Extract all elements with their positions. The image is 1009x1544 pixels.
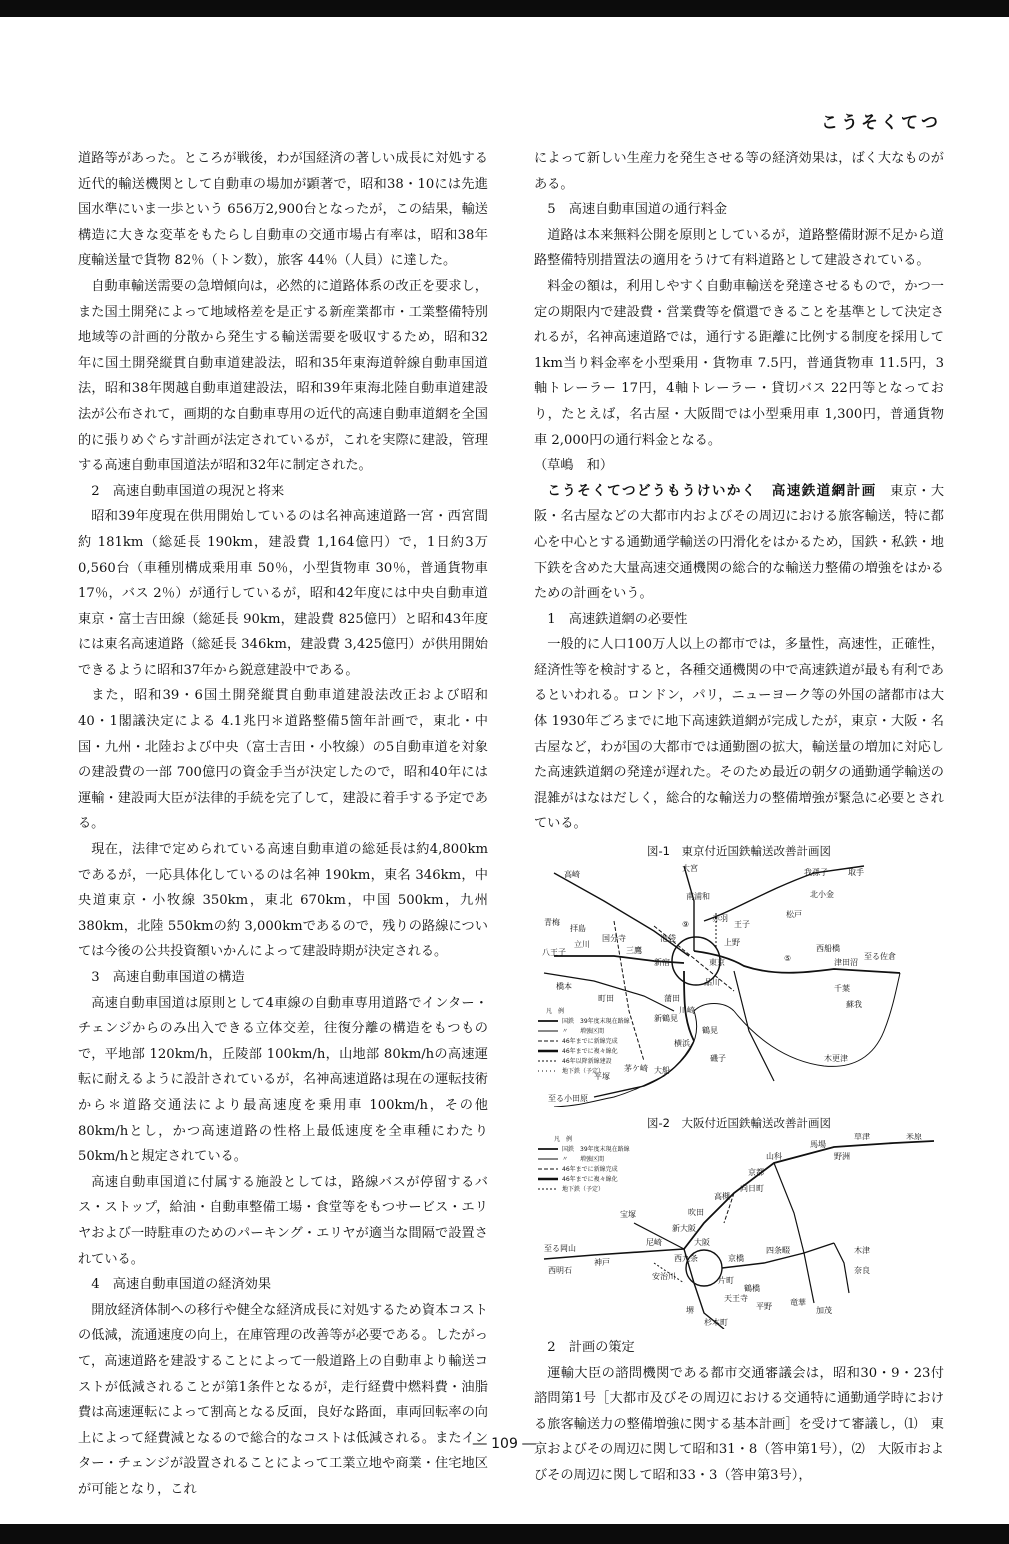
station-label: 立川 [574,940,590,950]
station-label: 新宿 [654,958,670,968]
station-label: 上野 [724,938,740,948]
section-heading: 5 高速自動車国道の通行料金 [547,202,728,218]
station-label: 至る岡山 [544,1244,576,1254]
paragraph: 現在，法律で定められている高速自動車道の総延長は約4,800kmであるが，一応具体化しているのは名神 190km，東名 346km，中央道東京・小牧線 350km，東北 670km，中国 500km，九州 380km，北陸 550kmの約 3,000kmであるので，残りの路線については今後の公共投資額いかんによって建設時期が決定される。 [78,842,488,960]
station-label: 大阪 [694,1238,710,1248]
paragraph: また，昭和39・6国土開発縦貫自動車道建設法改正および昭和40・1閣議決定による 4.1兆円＊道路整備5箇年計画で，東北・中国・九州・北陸および中央（富士吉田・小牧線）の5自動車道を対象の建設費の一部 700億円の資金手当が決定したので，昭和40年には運輸・建設両大臣が法律的手続を完了して，建設に着手する予定である。 [78,688,488,832]
station-label: 片町 [718,1276,734,1286]
legend-item: 〃 増強区間 [562,1156,605,1164]
station-label: 山科 [766,1152,782,1162]
paragraph: 高速自動車国道に付属する施設としては，路線バスが停留するバス・ストップ，給油・自動車整備工場・食堂等をもつサービス・エリヤおよび一時駐車のためのパーキング・エリヤが適当な間隔で設置されている。 [78,1174,488,1267]
station-label: 平野 [756,1302,772,1312]
station-label: 蒲田 [664,994,680,1004]
left-column [78,146,488,1502]
legend-item: 46年までに複々線化 [562,1048,618,1056]
station-label: 高崎 [564,870,580,880]
station-label: 横浜 [674,1039,690,1049]
station-label: 町田 [598,994,614,1004]
legend-item: 46年以降新線建設 [562,1058,612,1066]
station-label: 西明石 [548,1266,572,1276]
station-label: 安治川 [652,1272,676,1282]
legend-title: 凡 例 [546,1008,565,1016]
station-label: 西船橋 [816,944,840,954]
legend-item: 46年までに新線完成 [562,1038,618,1046]
station-label: 野洲 [834,1152,850,1162]
scan-border-bottom [0,1524,1009,1544]
station-label: 平塚 [594,1072,610,1082]
section-heading: 3 高速自動車国道の構造 [91,970,245,985]
running-head: こうそくてつ [821,113,941,133]
station-label: 茅ケ崎 [624,1064,648,1074]
station-label: 東京 [709,958,725,968]
station-label: 新大阪 [672,1224,696,1234]
station-label: 三鷹 [626,946,642,956]
tokyo-rail-map [534,861,944,1107]
legend-item: 〃 増強区間 [562,1028,605,1036]
station-label: 向日町 [740,1184,764,1194]
station-label: 拝島 [570,924,586,934]
station-label: 鶴見 [702,1026,718,1036]
station-label: 木更津 [824,1054,848,1064]
dictionary-entry [534,479,944,607]
legend-item: 地下鉄（予定） [562,1186,605,1194]
station-label: 鶴橋 [744,1284,760,1294]
station-label: 取手 [848,868,864,878]
figure-1-caption: 図-1 東京付近国鉄輸送改善計画図 [647,844,831,859]
legend-item: 国鉄 39年度末現在路線 [562,1018,630,1026]
station-label: 神戸 [594,1258,610,1268]
station-label: 堺 [686,1306,694,1316]
station-label: 千葉 [834,984,850,994]
entry-headword: こうそくてつどうもうけいかく 高速鉄道網計画 [547,482,877,499]
station-label: 西九条 [674,1254,698,1264]
paragraph: 運輸大臣の諮問機関である都市交通審議会は，昭和30・9・23付諮問第1号［大都市及びその周辺における交通特に通勤通学時における旅客輸送力の整備増強に関する基本計画］を受けて審議し，⑴ 東京およびその周辺に関して昭和31・8（答申第1号），⑵ 大阪市およびその周辺に関して昭和33・3（答申第3号）， [534,1365,944,1483]
station-label: 京都 [748,1168,764,1178]
map-legend [538,1007,630,1075]
paragraph: 自動車輸送需要の急増傾向は，必然的に道路体系の改正を要求し，また国土開発によって地域格差を是正する新産業都市・工業整備特別地域等の計画的分散から発生する輸送需要を吸収するため，昭和32年に国土開発縦貫自動車道建設法，昭和35年東海道幹線自動車国道法，昭和38年関越自動車道建設法，昭和39年東海北陸自動車道建設法が公布されて，画期的な自動車専用の近代的高速自動車道網を全国的に張りめぐらす計画が法定されているが，これを実際に建設，管理する高速自動車国道法が昭和32年に制定された。 [78,278,488,474]
station-label: 松戸 [786,910,802,920]
station-label: 磯子 [710,1054,726,1064]
station-label: 南浦和 [686,892,710,902]
paragraph: 道路等があった。ところが戦後，わが国経済の著しい成長に対処する近代的輸送機関として自動車の場加が顕著で，昭和38・10には先進国水準にいま一歩という 656万2,900台となったが，この結果，輸送構造に大きな変革をもたらし自動車の交通市場占有率は，昭和38年度輸送量で貨物 82％（トン数），旅客 44％（人員）に達した。 [78,151,488,269]
paragraph: 開放経済体制への移行や健全な経済成長に対処するため資本コストの低減，流通速度の向上，在庫管理の改善等が必要である。したがって，高速道路を建設することによって一般道路上の自動車より輸送コストが低減されることが第1条件となるが，走行経費中燃料費・油脂費は高速運転によって割高となる反面，良好な路面，車両回転率の向上によって経費減となるので総合的なコストは低減される。またインター・チェンジが設置されることによって工業立地や商業・住宅地区が可能となり，これ [78,1302,488,1497]
entry-text: 東京・大阪・名古屋などの大都市内およびその周辺における旅客輸送，特に都心を中心とする通勤通学輸送の円滑化をはかるため，国鉄・私鉄・地下鉄を含めた大量高速交通機関の総合的な輸送力整備の増強をはかるための計画をいう。 [534,483,945,602]
section-heading: 2 計画の策定 [547,1340,635,1356]
station-label: 杉本町 [704,1318,728,1328]
station-label: 川崎 [679,1006,695,1016]
station-label: 奈良 [854,1266,870,1276]
station-label: 八王子 [542,948,566,958]
station-label: 大船 [654,1066,670,1076]
author-signature: （草嶋 和） [534,458,614,474]
station-label: 米原 [906,1133,922,1142]
map-station-labels [542,863,896,1103]
station-label: 津田沼 [834,958,858,968]
section-heading: 1 高速鉄道網の必要性 [547,611,688,627]
legend-item: 国鉄 39年度末現在路線 [562,1146,630,1154]
paragraph: 一般的に人口100万人以上の都市では，多量性，高速性，正確性，経済性等を検討すると，各種交通機関の中で高速鉄道が最も有利であるといわれる。ロンドン，パリ，ニューヨーク等の外国の諸都市は大体 1930年ごろまでに地下高速鉄道網が完成したが，東京・大阪・名古屋など，わが国の大都市では通勤圏の拡大，輸送量の増加に対応した高速鉄道網の発達が遅れた。そのため最近の朝夕の通勤通学輸送の混雑がはなはだしく，総合的な輸送力の整備増強が緊急に必要とされている。 [534,637,944,832]
legend-item: 地下鉄（予定） [562,1068,605,1076]
station-label: 京橋 [728,1254,744,1264]
station-label: 池袋 [660,934,676,944]
station-label: 品川 [704,978,720,988]
legend-item: 46年までに複々線化 [562,1176,618,1184]
station-label: 赤羽 [712,914,728,924]
figure-2-caption: 図-2 大阪付近国鉄輸送改善計画図 [647,1116,831,1131]
station-label: 高槻 [714,1192,730,1202]
map-legend [538,1135,630,1193]
station-label: 王子 [734,920,750,930]
station-label: 国分寺 [602,934,626,944]
page-number: ― 109 ― [472,1436,537,1452]
paragraph: 料金の額は，利用しやすく自動車輸送を発達させるもので，かつ一定の期限内で建設費・営業費等を償還できることを基準として決定されるが，名神高速道路では，通行する距離に比例する制度を採用して 1km当り料金率を小型乗用・貨物車 7.5円，普通貨物車 11.5円，3軸トレーラー 17円，4軸トレーラー・貸切バス 22円等となっており，たとえば，名古屋・大阪間では小型乗用車 1,300円，普通貨物車 2,000円の通行料金となる。 [534,278,944,448]
station-label: 至る小田原 [548,1094,588,1104]
station-label: 我孫子 [804,868,828,878]
station-label: 大宮 [682,864,698,874]
station-label: 尼崎 [646,1238,662,1248]
station-label: 四条畷 [766,1246,790,1256]
section-heading: 2 高速自動車国道の現況と将来 [91,483,285,499]
station-label: 竜華 [790,1298,806,1308]
station-label: 加茂 [816,1306,832,1316]
station-label: 蘇我 [846,1000,862,1010]
paragraph: 道路は本来無料公開を原則としているが，道路整備財源不足から道路整備特別措置法の適用をうけて有料道路として建設されている。 [534,227,944,269]
route-number: ⑨ [682,920,690,930]
station-label: 至る佐倉 [864,952,896,962]
figure-2 [534,1113,944,1329]
right-column [534,146,944,1489]
station-label: 新鶴見 [654,1014,678,1024]
station-label: 宝塚 [620,1210,636,1220]
osaka-rail-map [534,1133,944,1329]
section-heading: 4 高速自動車国道の経済効果 [91,1277,272,1293]
legend-title: 凡 例 [554,1136,573,1144]
station-label: 青梅 [544,918,560,928]
legend-item: 46年までに新線完成 [562,1166,618,1174]
paragraph: 高速自動車国道は原則として4車線の自動車専用道路でインター・チェンジからのみ出入できる立体交差，往復分離の構造をもつもので，平地部 120km/h，丘陵部 100km/h，山地部 80km/hの高速運転に耐えるように設計されているが，名神高速道路は現在の運転技術から＊道路交通法により最高速度を乗用車 100km/h，その他 80km/hとし，かつ高速道路の性格上最低速度を全車種にわたり 50km/hと規定されている。 [78,995,488,1165]
station-label: 馬場 [810,1140,826,1150]
paragraph: によって新しい生産力を発生させる等の経済効果は，ばく大なものがある。 [534,151,944,192]
station-label: 草津 [854,1133,870,1142]
station-label: 吹田 [688,1208,704,1218]
route-number: ⑤ [784,954,792,964]
station-label: 北小金 [810,890,834,900]
station-label: 橋本 [556,982,572,992]
figure-1 [534,841,944,1107]
scan-border-top [0,0,1009,17]
paragraph: 昭和39年度現在供用開始しているのは名神高速道路一宮・西宮間約 181km（総延長 190km，建設費 1,164億円）で，1日約3万0,560台（車種別構成乗用車 50％，小型貨物車 30％，普通貨物車 17％，バス 2％）が通行しているが，昭和42年度には中央自動車道東京・富士吉田線（総延長 90km，建設費 825億円）と昭和43年度には東名高速道路（総延長 346km，建設費 3,425億円）が供用開始できるように昭和37年から鋭意建設中である。 [78,509,488,678]
station-label: 天王寺 [724,1294,748,1304]
station-label: 木津 [854,1246,870,1256]
